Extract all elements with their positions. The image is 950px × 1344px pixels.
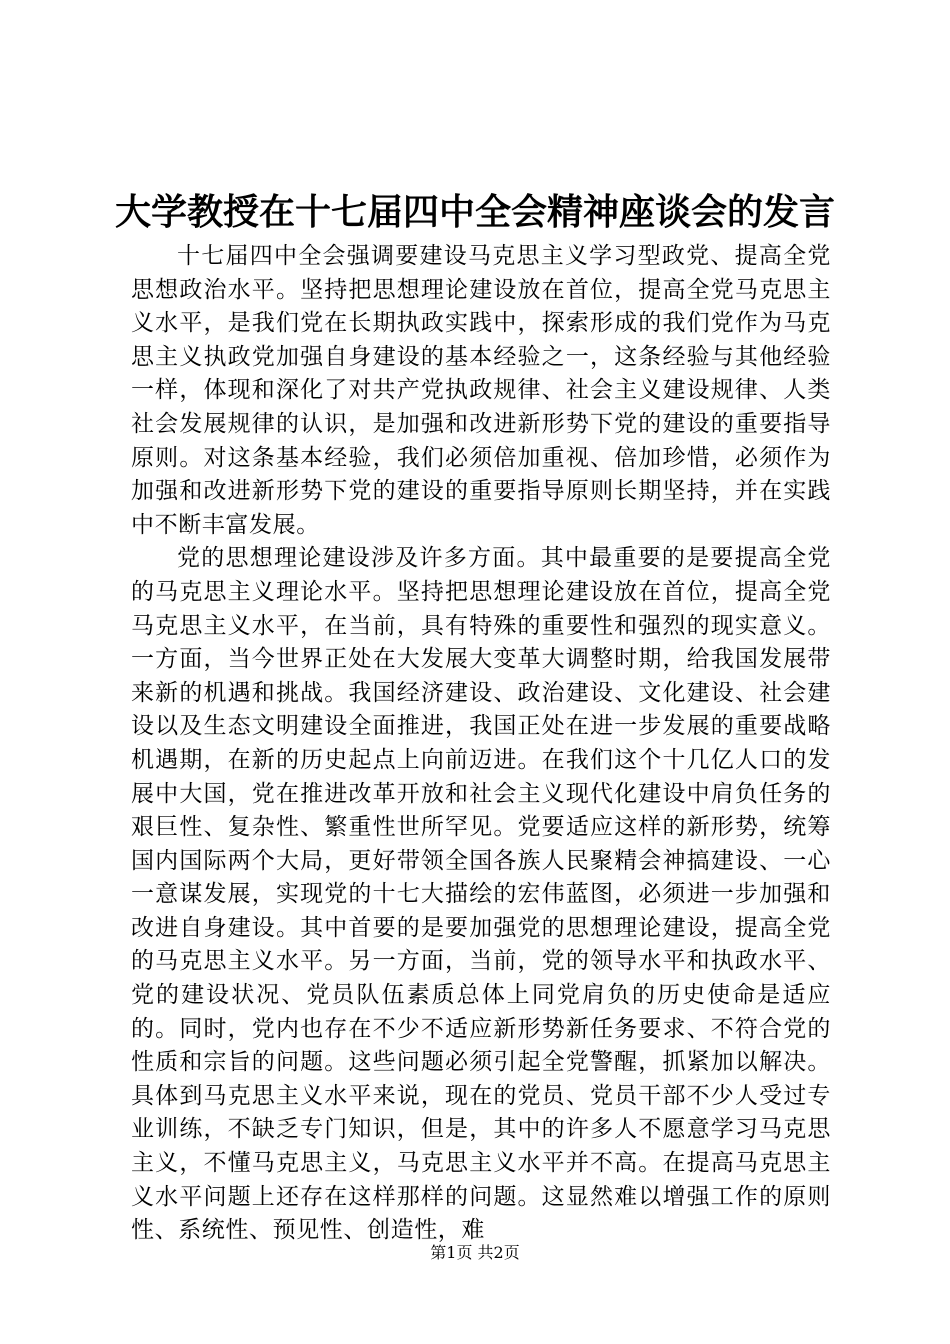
document-title: 大学教授在十七届四中全会精神座谈会的发言 [114, 191, 835, 233]
page-number: 第1页 共2页 [430, 1243, 520, 1262]
paragraph-2: 党的思想理论建设涉及许多方面。其中最重要的是要提高全党的马克思主义理论水平。坚持把思想理论建设放在首位，提高全党马克思主义水平，在当前，具有特殊的重要性和强烈的现实意义。一方面，当今世界正处在大发展大变革大调整时期，给我国发展带来新的机遇和挑战。我国经济建设、政治建设、文化建设、社会建设以及生态文明建设全面推进，我国正处在进一步发展的重要战略机遇期，在新的历史起点上向前迈进。在我们这个十几亿人口的发展中大国，党在推进改革开放和社会主义现代化建设中肩负任务的艰巨性、复杂性、繁重性世所罕见。党要适应这样的新形势，统筹国内国际两个大局，更好带领全国各族人民聚精会神搞建设、一心一意谋发展，实现党的十七大描绘的宏伟蓝图，必须进一步加强和改进自身建设。其中首要的是要加强党的思想理论建设，提高全党的马克思主义水平。另一方面，当前，党的领导水平和执政水平、党的建设状况、党员队伍素质总体上同党肩负的历史使命是适应的。同时，党内也存在不少不适应新形势新任务要求、不符合党的性质和宗旨的问题。这些问题必须引起全党警醒，抓紧加以解决。具体到马克思主义水平来说，现在的党员、党员干部不少人受过专业训练，不缺乏专门知识，但是，其中的许多人不愿意学习马克思主义，不懂马克思主义，马克思主义水平并不高。在提高马克思主义水平问题上还存在这样那样的问题。这显然难以增强工作的原则性、系统性、预见性、创造性，难 [131, 545, 831, 1244]
document-body [131, 240, 831, 1248]
paragraph-1: 十七届四中全会强调要建设马克思主义学习型政党、提高全党思想政治水平。坚持把思想理论建设放在首位，提高全党马克思主义水平，是我们党在长期执政实践中，探索形成的我们党作为马克思主义执政党加强自身建设的基本经验之一，这条经验与其他经验一样，体现和深化了对共产党执政规律、社会主义建设规律、人类社会发展规律的认识，是加强和改进新形势下党的建设的重要指导原则。对这条基本经验，我们必须倍加重视、倍加珍惜，必须作为加强和改进新形势下党的建设的重要指导原则长期坚持，并在实践中不断丰富发展。 [131, 243, 831, 538]
